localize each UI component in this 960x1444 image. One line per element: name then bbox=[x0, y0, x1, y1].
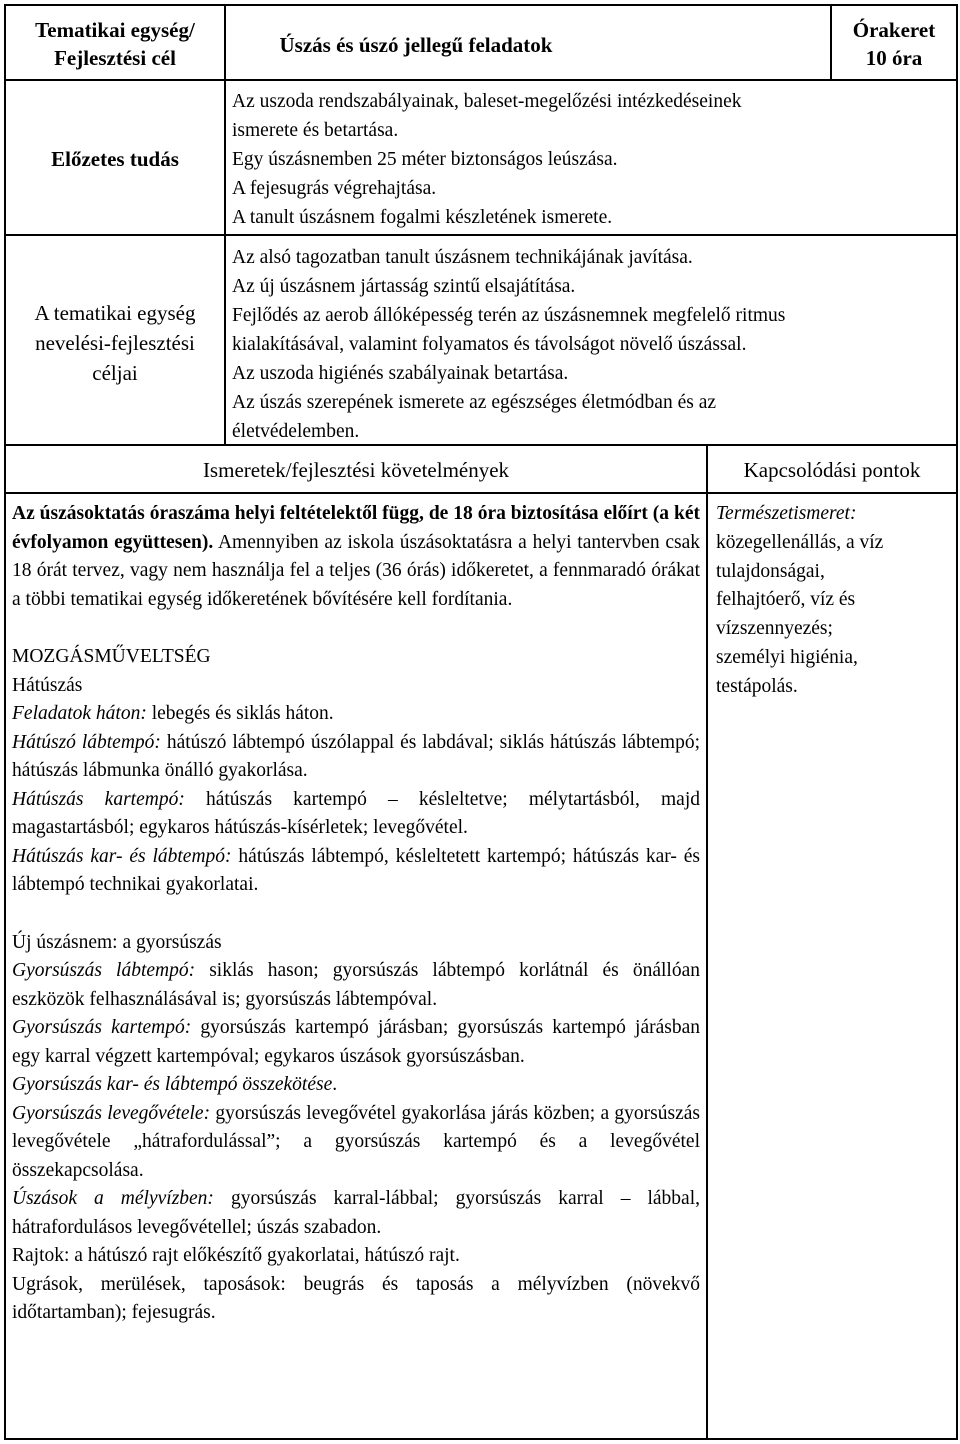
border-prior-bottom bbox=[4, 234, 958, 236]
goal-line: Az uszoda higiénés szabályainak betartása. bbox=[232, 363, 569, 384]
item-label: Úszások a mélyvízben: bbox=[12, 1188, 214, 1209]
item-text: gyorsúszás levegővétel gyakorlása járás közben; a gyorsúszás levegővétele „hátrafordulással”; a gyorsúszás kartempó és a levegővétel összekapcsolása. bbox=[12, 1102, 701, 1181]
goal-line: kialakításával, valamint folyamatos és távolságot növelő úszással. bbox=[232, 334, 747, 355]
goals-content bbox=[232, 243, 952, 446]
connections-subject: Természetismeret: bbox=[716, 503, 857, 524]
prior-line: ismerete és betartása. bbox=[232, 120, 399, 141]
hours-label: Órakeret bbox=[852, 18, 936, 42]
border-col1 bbox=[224, 4, 226, 446]
backstroke-item bbox=[12, 786, 700, 843]
goals-label-line2: nevelési-fejlesztési bbox=[35, 331, 195, 355]
freestyle-item bbox=[12, 1071, 700, 1100]
connection-line: közegellenállás, a víz bbox=[716, 531, 884, 553]
prior-knowledge-content bbox=[232, 87, 952, 232]
connection-line: vízszennyezés; bbox=[716, 618, 833, 640]
freestyle-item bbox=[12, 957, 700, 1014]
connections-content bbox=[716, 500, 952, 702]
border-bottom bbox=[4, 1438, 958, 1440]
backstroke-item bbox=[12, 700, 700, 729]
connections-header bbox=[708, 456, 956, 485]
item-label: Gyorsúszás kar- és lábtempó összekötése bbox=[12, 1074, 333, 1095]
prior-knowledge-label-text: Előzetes tudás bbox=[51, 147, 179, 171]
item-text: hátúszás kartempó – késleltetve; mélytartásból, majd magastartásból; egykaros hátúszás-kísérletek; levegővétel. bbox=[12, 788, 700, 838]
border-header-bottom bbox=[4, 79, 958, 81]
item-label: Gyorsúszás lábtempó: bbox=[12, 960, 196, 981]
goals-label-line3: céljai bbox=[92, 361, 138, 385]
intro-rest: Amennyiben az iskola úszásoktatásra a helyi tantervben csak 18 órát tervez, vagy nem használja fel a teljes (36 órás) időkeretet, a fennmaradó órákat a többi tematikai egység időkeretének bővítésére kell fordítania. bbox=[12, 531, 701, 610]
item-label: Feladatok háton: bbox=[12, 703, 147, 724]
prior-knowledge-label bbox=[6, 145, 224, 174]
border-col-connections bbox=[706, 444, 708, 1440]
border-right bbox=[956, 4, 958, 1440]
prior-line: Az uszoda rendszabályainak, baleset-megelőzési intézkedéseinek bbox=[232, 91, 742, 112]
connection-line: felhajtóerő, víz és bbox=[716, 589, 856, 611]
header-unit-line2: Fejlesztési cél bbox=[54, 46, 176, 70]
intro-paragraph bbox=[12, 500, 700, 614]
new-stroke-title: Új úszásnem: a gyorsúszás bbox=[12, 931, 222, 953]
freestyle-item bbox=[12, 1185, 700, 1242]
item-text: gyorsúszás kartempó járásban; gyorsúszás kartempó járásban egy karral végzett kartempóval; egykaros úszások gyorsúszásban. bbox=[12, 1017, 701, 1067]
goal-line: Fejlődés az aerob állóképesség terén az úszásnemnek megfelelő ritmus bbox=[232, 305, 786, 326]
jumps-item: Ugrások, merülések, taposások: beugrás és taposás a mélyvízben (növekvő időtartamban); fejesugrás. bbox=[12, 1273, 700, 1323]
item-label: Hátúszás kartempó: bbox=[12, 788, 185, 810]
requirements-content bbox=[12, 500, 700, 1328]
prior-line: A fejesugrás végrehajtása. bbox=[232, 178, 437, 199]
freestyle-item bbox=[12, 1100, 700, 1186]
item-text: siklás hason; gyorsúszás lábtempó korlátnál és önállóan eszközök felhasználásával is; gyorsúszás lábtempóval. bbox=[12, 960, 700, 1010]
item-label: Gyorsúszás levegővétele: bbox=[12, 1102, 211, 1124]
item-label: Gyorsúszás kartempó: bbox=[12, 1017, 192, 1038]
title-text: Úszás és úszó jellegű feladatok bbox=[279, 33, 553, 57]
section-title: MOZGÁSMŰVELTSÉG bbox=[12, 646, 211, 667]
prior-line: Egy úszásnemben 25 méter biztonságos leúszása. bbox=[232, 149, 618, 170]
goal-line: Az új úszásnem jártasság szintű elsajátítása. bbox=[232, 276, 576, 297]
starts-item: Rajtok: a hátúszó rajt előkészítő gyakorlatai, hátúszó rajt. bbox=[12, 1245, 460, 1266]
goals-label-line1: A tematikai egység bbox=[34, 301, 196, 325]
item-text: gyorsúszás karral-lábbal; gyorsúszás karral – lábbal, hátrafordulásos levegővétellel; úszás szabadon. bbox=[12, 1188, 700, 1238]
header-unit-label bbox=[6, 16, 224, 72]
connection-line: személyi higiénia, bbox=[716, 646, 858, 668]
goal-line: életvédelemben. bbox=[232, 421, 360, 442]
page-title bbox=[226, 31, 606, 59]
requirements-header-text: Ismeretek/fejlesztési követelmények bbox=[202, 458, 510, 482]
border-req-header-bottom bbox=[4, 492, 958, 494]
hours-cell bbox=[832, 16, 956, 72]
backstroke-title: Hátúszás bbox=[12, 674, 83, 696]
freestyle-item bbox=[12, 1014, 700, 1071]
backstroke-item bbox=[12, 729, 700, 786]
goals-label bbox=[6, 298, 224, 388]
goal-line: Az alsó tagozatban tanult úszásnem technikájának javítása. bbox=[232, 247, 693, 268]
goal-line: Az úszás szerepének ismerete az egészséges életmódban és az bbox=[232, 392, 717, 413]
connections-header-text: Kapcsolódási pontok bbox=[743, 458, 921, 482]
prior-line: A tanult úszásnem fogalmi készletének ismerete. bbox=[232, 207, 613, 228]
item-label: Hátúszó lábtempó: bbox=[12, 731, 161, 753]
connection-line: testápolás. bbox=[716, 675, 798, 697]
item-text: hátúszás lábtempó, késleltetett kartempó; hátúszás kar- és lábtempó technikai gyakorlatai. bbox=[12, 845, 700, 895]
requirements-header bbox=[6, 456, 706, 485]
hours-value: 10 óra bbox=[865, 46, 923, 70]
header-unit-line1: Tematikai egység/ bbox=[35, 18, 195, 42]
intro-bold: Az úszásoktatás óraszáma helyi feltételektől függ, de 18 óra biztosítása előírt (a két évfolyamon együttesen). bbox=[12, 503, 700, 553]
connection-line: tulajdonságai, bbox=[716, 560, 825, 582]
item-text: . bbox=[332, 1074, 338, 1095]
border-top bbox=[4, 4, 958, 6]
backstroke-item bbox=[12, 843, 700, 900]
item-label: Hátúszás kar- és lábtempó: bbox=[12, 845, 232, 867]
item-text: lebegés és siklás háton. bbox=[146, 703, 334, 724]
item-text: hátúszó lábtempó úszólappal és labdával; siklás hátúszás lábtempó; hátúszás lábmunka önálló gyakorlása. bbox=[12, 731, 700, 781]
border-left bbox=[4, 4, 6, 1440]
